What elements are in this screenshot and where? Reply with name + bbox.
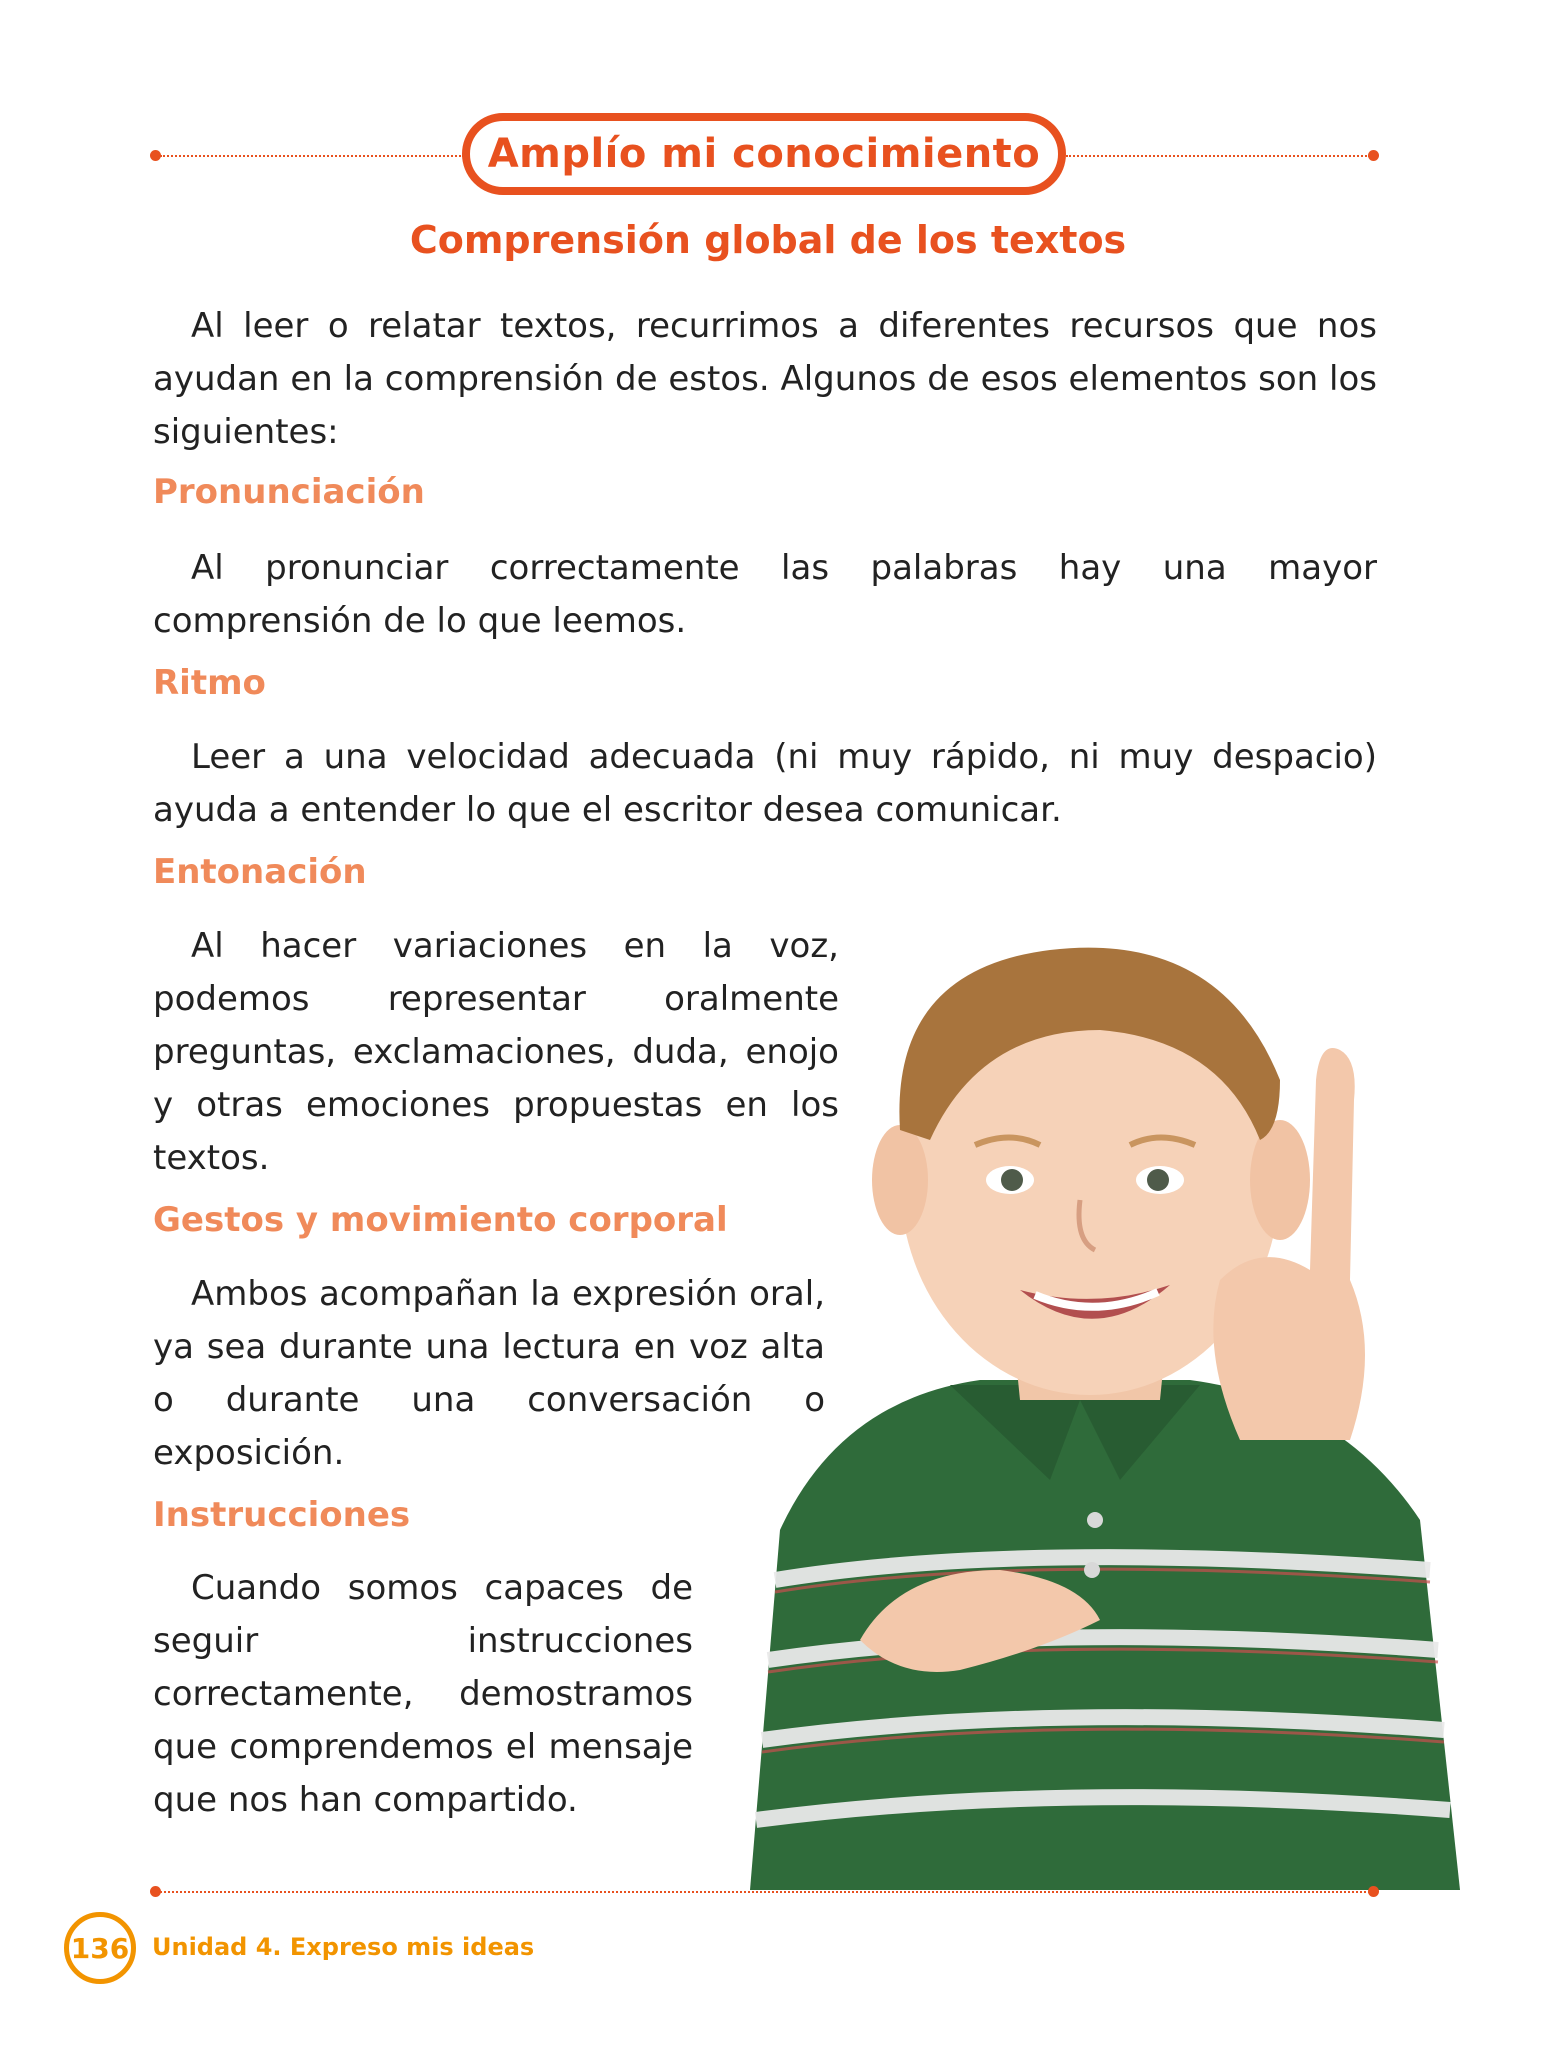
footer-unit-title: Unidad 4. Expreso mis ideas	[152, 1933, 535, 1961]
heading-entonacion: Entonación	[153, 852, 367, 892]
heading-ritmo: Ritmo	[153, 663, 266, 703]
heading-instrucciones: Instrucciones	[153, 1495, 411, 1535]
paragraph-instrucciones: Cuando somos capaces de seguir instrucciones correctamente, demostramos que comprendemos el mensaje que nos han compartido.	[153, 1568, 693, 1820]
section-title-badge	[462, 113, 1066, 195]
heading-pronunciacion: Pronunciación	[153, 472, 425, 512]
footer-rule-right-dot	[1368, 1886, 1379, 1897]
paragraph-pronunciacion: Al pronunciar correctamente las palabras hay una mayor comprensión de lo que leemos.	[153, 548, 1377, 641]
paragraph-ritmo: Leer a una velocidad adecuada (ni muy rápido, ni muy despacio) ayuda a entender lo que el escritor desea comunicar.	[153, 737, 1377, 830]
intro-paragraph: Al leer o relatar textos, recurrimos a diferentes recursos que nos ayudan en la comprensión de estos. Algunos de esos elementos son los siguientes:	[153, 306, 1377, 452]
page-number-badge	[64, 1912, 136, 1984]
title-rule-right	[1066, 155, 1370, 157]
paragraph-gestos: Ambos acompañan la expresión oral, ya sea durante una lectura en voz alta o durante una conversación o exposición.	[153, 1274, 825, 1473]
title-rule-right-dot	[1368, 150, 1379, 161]
heading-gestos: Gestos y movimiento corporal	[153, 1200, 728, 1240]
page-subtitle: Comprensión global de los textos	[409, 218, 1127, 262]
page-number: 136	[70, 1931, 130, 1965]
section-title: Amplío mi conocimiento	[487, 131, 1041, 177]
footer-rule	[160, 1891, 1370, 1893]
paragraph-entonacion: Al hacer variaciones en la voz, podemos representar oralmente preguntas, exclamaciones, duda, enojo y otras emociones propuestas en los textos.	[153, 926, 839, 1178]
photo-boy-raising-finger	[720, 880, 1470, 1890]
title-rule-left	[160, 155, 464, 157]
